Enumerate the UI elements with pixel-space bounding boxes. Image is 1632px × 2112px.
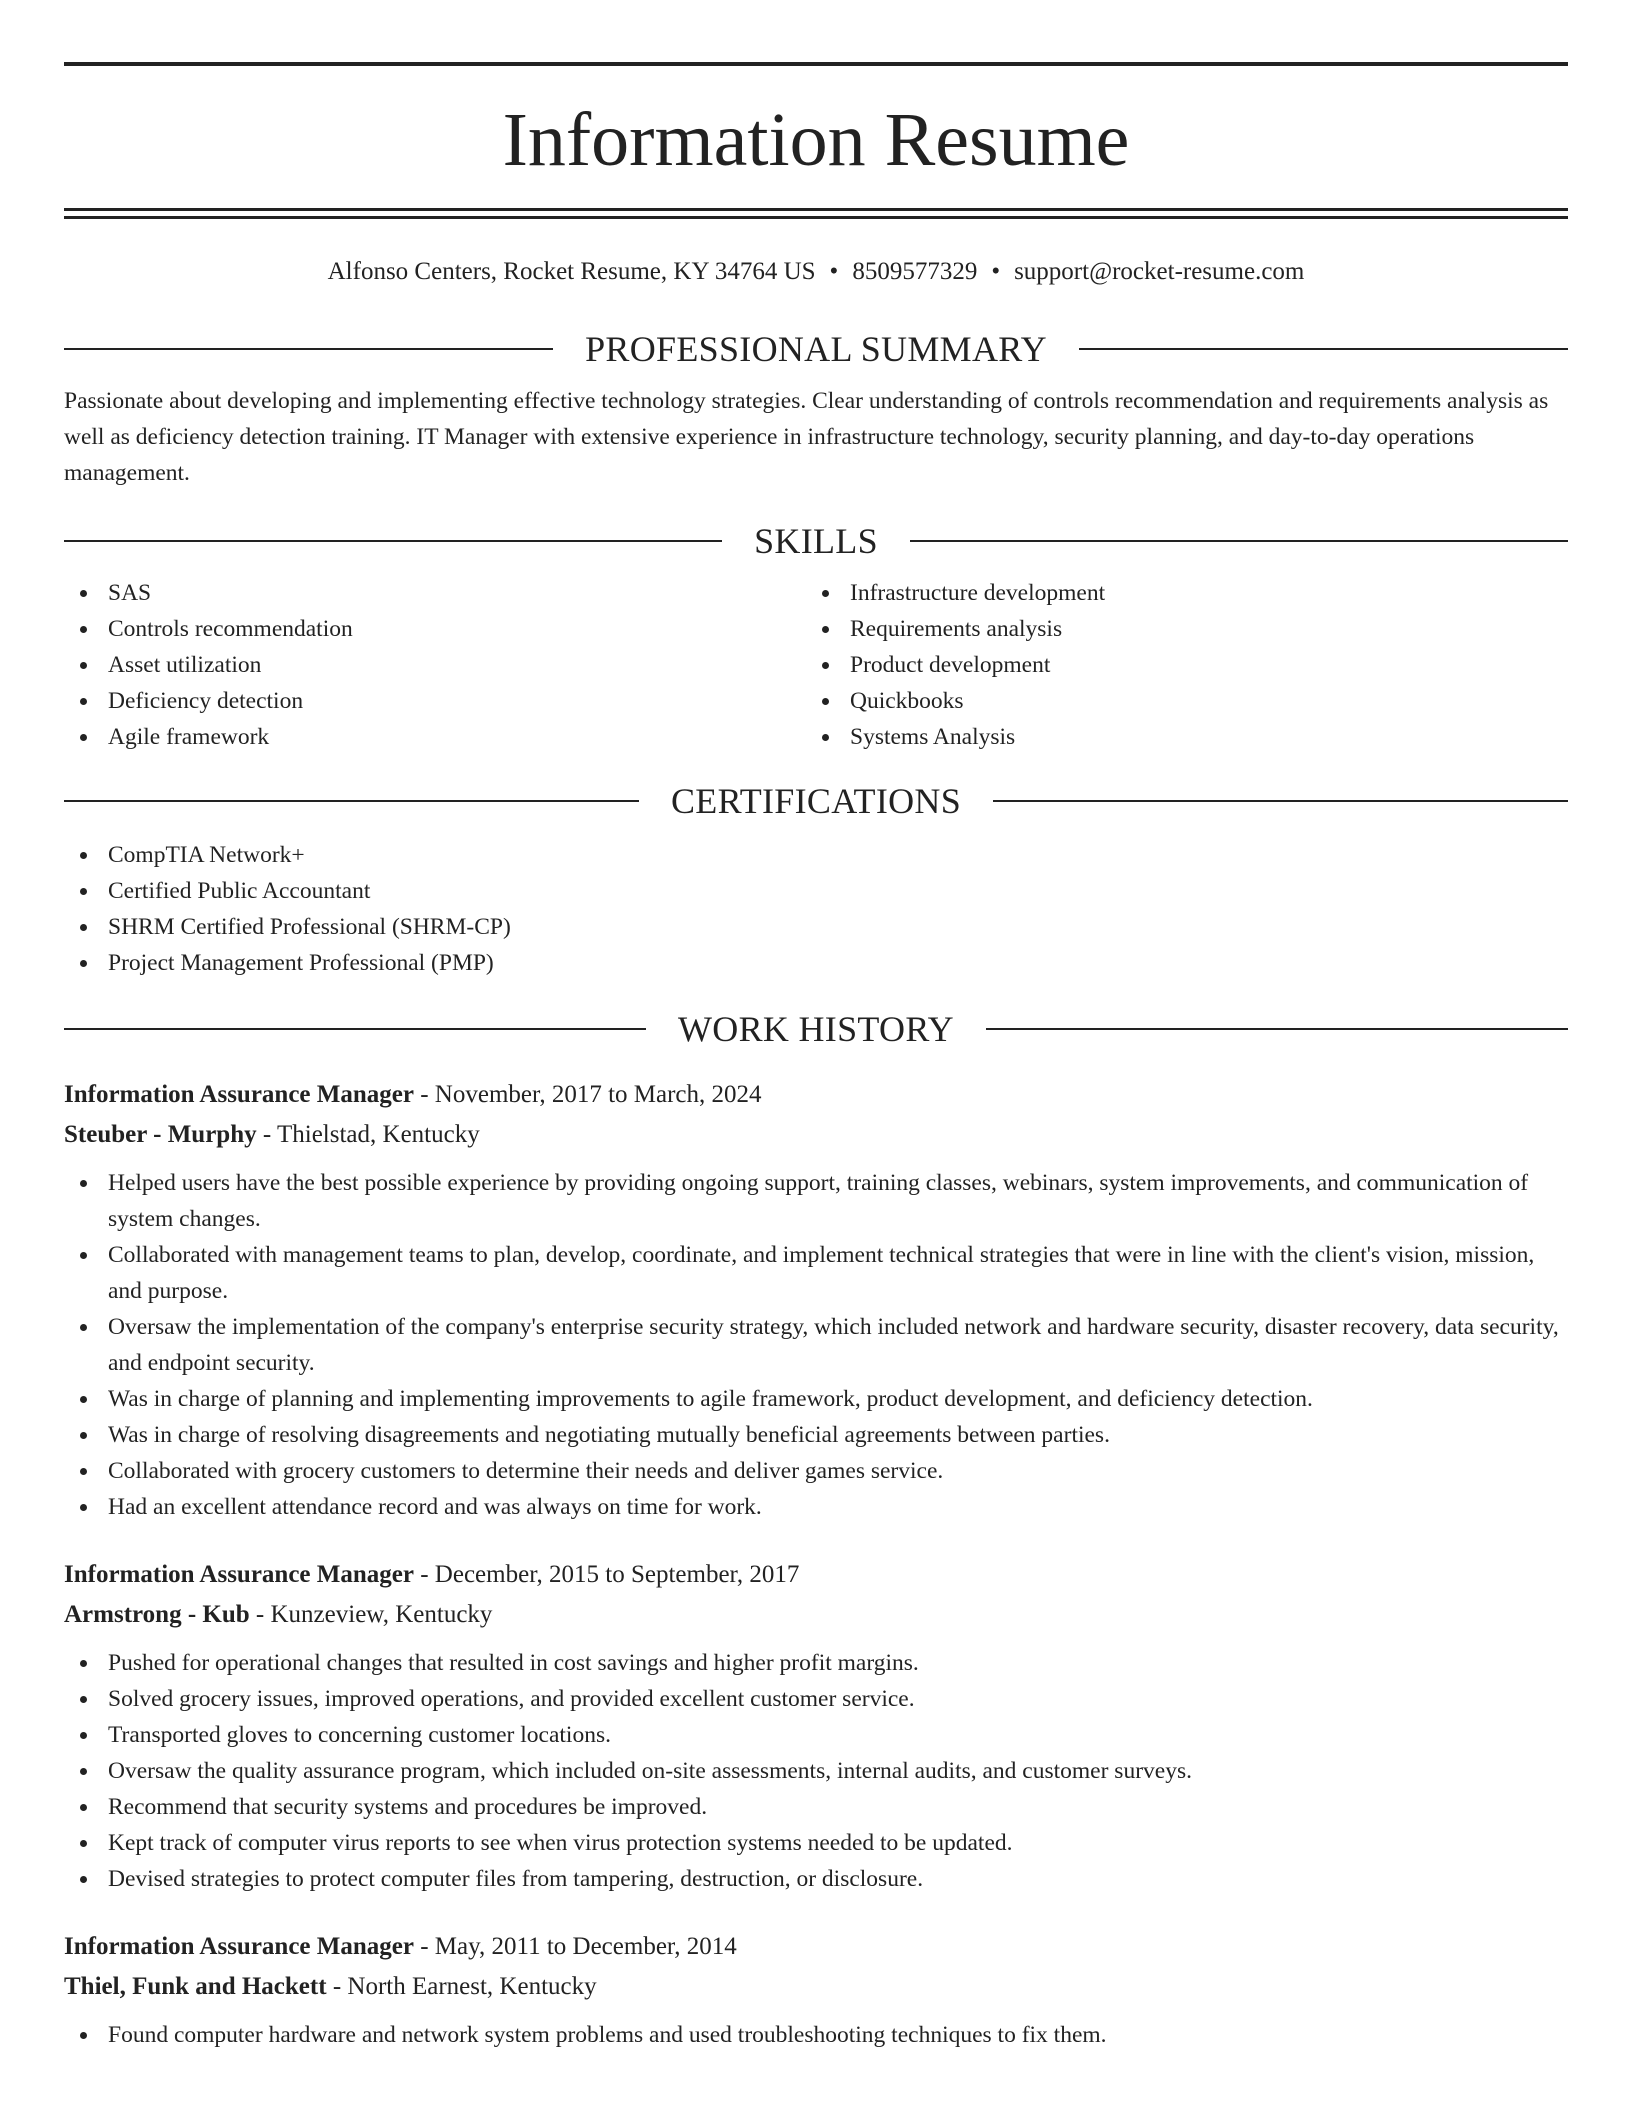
contact-phone: 8509577329 — [852, 258, 978, 285]
job-location: - North Earnest, Kentucky — [326, 1973, 597, 2000]
heading-rule — [64, 800, 639, 802]
section-heading-label: SKILLS — [754, 521, 878, 561]
section-heading-certifications — [64, 779, 1568, 823]
job-entry — [64, 1927, 1568, 2053]
heading-rule — [64, 1028, 646, 1030]
job-company: Armstrong - Kub — [64, 1601, 250, 1628]
job-bullet: Was in charge of planning and implementing improvements to agile framework, product development, and deficiency detection. — [64, 1381, 1568, 1417]
skill-item: Agile framework — [64, 719, 806, 755]
certification-item: Certified Public Accountant — [64, 873, 1568, 909]
job-bullet: Solved grocery issues, improved operations, and provided excellent customer service. — [64, 1681, 1568, 1717]
job-entry — [64, 1555, 1568, 1897]
job-dates: - May, 2011 to December, 2014 — [413, 1933, 737, 1960]
summary-text: Passionate about developing and implementing effective technology strategies. Clear understanding of controls recommendation and requirements analysis as well as deficiency detection training. IT Manager with extensive experience in infrastructure technology, security planning, and day-to-day operations management. — [64, 388, 1549, 486]
job-title-line — [64, 1555, 1568, 1595]
skill-item: Product development — [806, 647, 1548, 683]
job-bullet: Found computer hardware and network system problems and used troubleshooting techniques to fix them. — [64, 2017, 1568, 2053]
job-dates: - November, 2017 to March, 2024 — [413, 1081, 762, 1108]
section-heading-label: WORK HISTORY — [678, 1009, 954, 1049]
job-title: Information Assurance Manager — [64, 1081, 414, 1108]
job-bullets — [64, 2017, 1568, 2053]
skills-list-right — [806, 575, 1548, 755]
job-company-line — [64, 1595, 1568, 1635]
job-company-line — [64, 1967, 1568, 2007]
section-heading-label: PROFESSIONAL SUMMARY — [585, 329, 1047, 369]
skill-item: Requirements analysis — [806, 611, 1548, 647]
resume-title: Information Resume — [502, 98, 1130, 182]
job-dates: - December, 2015 to September, 2017 — [413, 1561, 800, 1588]
job-bullet: Kept track of computer virus reports to see when virus protection systems needed to be updated. — [64, 1825, 1568, 1861]
skill-item: Controls recommendation — [64, 611, 806, 647]
resume-page — [64, 0, 1568, 2053]
top-rule — [64, 62, 1568, 66]
contact-line — [64, 255, 1568, 289]
heading-rule — [64, 348, 553, 350]
job-title-line — [64, 1075, 1568, 1115]
skill-item: Infrastructure development — [806, 575, 1548, 611]
section-heading-label: CERTIFICATIONS — [670, 781, 962, 821]
job-bullet: Helped users have the best possible experience by providing ongoing support, training classes, webinars, system improvements, and communication of system changes. — [64, 1165, 1568, 1237]
job-bullet: Devised strategies to protect computer files from tampering, destruction, or disclosure. — [64, 1861, 1568, 1897]
job-entry — [64, 1075, 1568, 1525]
job-title: Information Assurance Manager — [64, 1933, 414, 1960]
job-bullets — [64, 1645, 1568, 1897]
contact-email: support@rocket-resume.com — [1014, 258, 1305, 285]
job-location: - Kunzeview, Kentucky — [249, 1601, 493, 1628]
skill-item: Quickbooks — [806, 683, 1548, 719]
contact-separator: • — [829, 258, 839, 285]
job-bullet: Was in charge of resolving disagreements and negotiating mutually beneficial agreements between parties. — [64, 1417, 1568, 1453]
certification-item: SHRM Certified Professional (SHRM-CP) — [64, 909, 1568, 945]
heading-rule — [986, 1028, 1568, 1030]
title-double-rule — [64, 208, 1568, 219]
job-bullet: Collaborated with grocery customers to determine their needs and deliver games service. — [64, 1453, 1568, 1489]
skill-item: SAS — [64, 575, 806, 611]
job-bullet: Oversaw the implementation of the company's enterprise security strategy, which included network and hardware security, disaster recovery, data security, and endpoint security. — [64, 1309, 1568, 1381]
certification-item: Project Management Professional (PMP) — [64, 945, 1568, 981]
job-bullet: Collaborated with management teams to plan, develop, coordinate, and implement technical strategies that were in line with the client's vision, mission, and purpose. — [64, 1237, 1568, 1309]
job-bullet: Oversaw the quality assurance program, which included on-site assessments, internal audits, and customer surveys. — [64, 1753, 1568, 1789]
skills-list-left — [64, 575, 806, 755]
job-company-line — [64, 1115, 1568, 1155]
job-location: - Thielstad, Kentucky — [256, 1121, 480, 1148]
job-title: Information Assurance Manager — [64, 1561, 414, 1588]
job-company: Steuber - Murphy — [64, 1121, 257, 1148]
skill-item: Asset utilization — [64, 647, 806, 683]
job-bullet: Pushed for operational changes that resulted in cost savings and higher profit margins. — [64, 1645, 1568, 1681]
contact-separator: • — [991, 258, 1001, 285]
section-heading-work-history — [64, 1007, 1568, 1051]
skill-item: Systems Analysis — [806, 719, 1548, 755]
heading-rule — [993, 800, 1568, 802]
heading-rule — [910, 540, 1568, 542]
heading-rule — [1079, 348, 1568, 350]
certification-item: CompTIA Network+ — [64, 837, 1568, 873]
skills-columns — [64, 575, 1568, 755]
certifications-list — [64, 837, 1568, 981]
job-bullet: Transported gloves to concerning customer locations. — [64, 1717, 1568, 1753]
section-heading-skills — [64, 519, 1568, 563]
section-heading-summary — [64, 327, 1568, 371]
job-bullet: Had an excellent attendance record and was always on time for work. — [64, 1489, 1568, 1525]
heading-rule — [64, 540, 722, 542]
job-bullets — [64, 1165, 1568, 1525]
contact-address: Alfonso Centers, Rocket Resume, KY 34764 US — [327, 258, 816, 285]
job-title-line — [64, 1927, 1568, 1967]
skill-item: Deficiency detection — [64, 683, 806, 719]
job-company: Thiel, Funk and Hackett — [64, 1973, 327, 2000]
job-bullet: Recommend that security systems and procedures be improved. — [64, 1789, 1568, 1825]
